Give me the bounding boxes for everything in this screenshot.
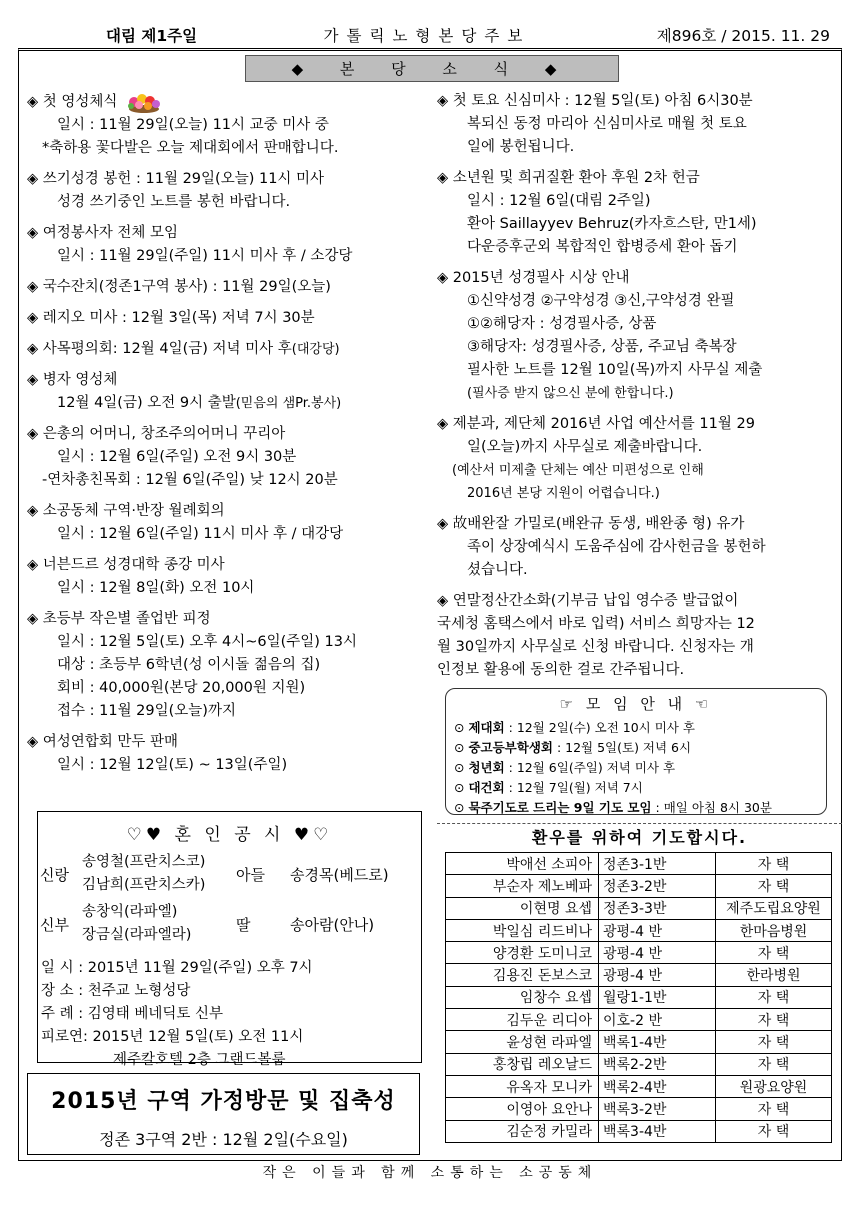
section-banner: ◆ 본 당 소 식 ◆ <box>245 55 619 82</box>
patient-location: 자 택 <box>716 1098 832 1120</box>
patient-group: 월랑1-1반 <box>599 986 716 1008</box>
patient-name: 윤성현 라파엘 <box>446 1031 599 1053</box>
notice-item <box>27 276 429 299</box>
patient-group: 백록2-4반 <box>599 1075 716 1097</box>
notice-item <box>27 307 429 330</box>
patient-name: 임창수 요셉 <box>446 986 599 1008</box>
bride-relation: 딸 <box>236 916 251 934</box>
patient-group: 광평-4 반 <box>599 964 716 986</box>
bride-row <box>40 900 420 950</box>
notice-note: -연차총친목회 : 12월 6일(주일) 낮 12시 20분 <box>42 472 338 488</box>
wedding-officiant: 주 례 : 김영태 베네딕토 신부 <box>41 1006 224 1022</box>
notice-line: ①②해당자 : 성경필사증, 상품 <box>467 316 657 332</box>
patient-location: 원광요양원 <box>716 1075 832 1097</box>
notice-item <box>437 413 837 505</box>
notice-note: (필사증 받지 않으신 분에 한합니다.) <box>467 386 674 401</box>
notice-line: 성경 쓰기중인 노트를 봉헌 바랍니다. <box>57 194 291 210</box>
patient-location: 한마음병원 <box>716 919 832 941</box>
notice-line: 복되신 동정 마리아 신심미사로 매월 첫 토요 <box>467 116 747 132</box>
patient-name: 김순정 카밀라 <box>446 1120 599 1142</box>
wedding-reception: 피로연: 2015년 12월 5일(토) 오전 11시 <box>41 1029 304 1045</box>
patient-group: 광평-4 반 <box>599 919 716 941</box>
meeting-name: 청년회 <box>468 760 505 775</box>
meeting-time: : 12월 2일(수) 오전 10시 미사 후 <box>504 720 695 735</box>
bulletin-title: 가톨릭노형본당주보 <box>323 27 531 45</box>
notice-title: ◈ 레지오 미사 : 12월 3일(목) 저녁 7시 30분 <box>27 310 315 326</box>
patient-location: 한라병원 <box>716 964 832 986</box>
patient-name: 유옥자 모니카 <box>446 1075 599 1097</box>
notice-line: ③해당자: 성경필사증, 상품, 주교님 축복장 <box>467 339 737 355</box>
notice-title: ◈ 쓰기성경 봉헌 : 11월 29일(오늘) 11시 미사 <box>27 171 325 187</box>
patient-name: 홍창립 레오날드 <box>446 1053 599 1075</box>
notice-line: 환아 Saillayyev Behruz(카자흐스탄, 만1세) <box>467 216 757 232</box>
meeting-name: 묵주기도로 드리는 9일 기도 모임 <box>468 800 652 815</box>
groom-row <box>40 850 420 900</box>
patient-location: 자 택 <box>716 1053 832 1075</box>
notice-line: 일시 : 12월 12일(토) ~ 13일(주일) <box>57 757 288 773</box>
home-visit-title: 2015년 구역 가정방문 및 집축성 <box>51 1089 396 1114</box>
notice-title: ◈ 2015년 성경필사 시상 안내 <box>437 270 630 286</box>
notice-item <box>27 168 429 214</box>
notice-line: 월 30일까지 사무실로 신청 바랍니다. 신청자는 개 <box>437 639 754 655</box>
notice-line: 일시 : 12월 6일(대림 2주일) <box>467 193 651 209</box>
notice-title: ◈ 소년원 및 희귀질환 환아 후원 2차 헌금 <box>437 170 700 186</box>
bride-label: 신부 <box>40 916 69 934</box>
table-row <box>446 942 832 964</box>
table-row <box>446 1009 832 1031</box>
groom-father: 송영철(프란치스코) <box>82 854 206 870</box>
bride-father: 송창익(라파엘) <box>82 904 178 920</box>
notice-line: 일시 : 12월 8일(화) 오전 10시 <box>57 580 255 596</box>
notice-item <box>437 267 837 405</box>
patient-name: 이현명 요셉 <box>446 897 599 919</box>
notice-title: ◈ 연말정산간소화(기부금 납입 영수증 발급없이 <box>437 593 739 609</box>
notice-title: ◈ 여성연합회 만두 판매 <box>27 734 179 750</box>
notice-line: 인정보 활용에 동의한 걸로 간주됩니다. <box>437 662 685 678</box>
notice-item <box>27 731 429 777</box>
meeting-time: : 12월 7일(월) 저녁 7시 <box>504 780 643 795</box>
patient-name: 이영아 요안나 <box>446 1098 599 1120</box>
table-row <box>446 1098 832 1120</box>
notice-item <box>27 554 429 600</box>
notice-item <box>27 369 429 415</box>
notice-title: ◈ 첫 토요 신심미사 : 12월 5일(토) 아침 6시30분 <box>437 93 753 109</box>
flower-bouquet-icon <box>122 90 166 114</box>
patient-location: 자 택 <box>716 942 832 964</box>
patient-name: 박애선 소피아 <box>446 853 599 875</box>
patient-name: 김용진 돈보스코 <box>446 964 599 986</box>
meeting-row: ⊙ 대건회 : 12월 7일(월) 저녁 7시 <box>454 780 643 795</box>
notice-line: 회비 : 40,000원(본당 20,000원 지원) <box>57 680 306 696</box>
patient-name: 김두운 리디아 <box>446 1009 599 1031</box>
notice-item <box>27 338 429 361</box>
notice-note: (예산서 미제출 단체는 예산 미편성으로 인해 <box>452 463 704 478</box>
groom-relation: 아들 <box>236 866 265 884</box>
patient-group: 정존3-1반 <box>599 853 716 875</box>
notice-title: ◈ 초등부 작은별 졸업반 피정 <box>27 611 211 627</box>
meeting-row: ⊙ 중고등부학생회 : 12월 5일(토) 저녁 6시 <box>454 740 692 755</box>
meeting-time: : 12월 5일(토) 저녁 6시 <box>552 740 692 755</box>
patient-location: 자 택 <box>716 1120 832 1142</box>
patient-name: 양경환 도미니코 <box>446 942 599 964</box>
prayer-table <box>445 852 832 1143</box>
notice-line: 일(오늘)까지 사무실로 제출바랍니다. <box>467 439 703 455</box>
notice-line: 일시 : 12월 5일(토) 오후 4시~6일(주일) 13시 <box>57 634 357 650</box>
wedding-title: ♡♥ 혼 인 공 시 ♥♡ <box>126 825 333 845</box>
patient-group: 이호-2 반 <box>599 1009 716 1031</box>
table-row <box>446 919 832 941</box>
meeting-row: ⊙ 제대회 : 12월 2일(수) 오전 10시 미사 후 <box>454 720 695 735</box>
patient-group: 백록3-2반 <box>599 1098 716 1120</box>
patient-group: 광평-4 반 <box>599 942 716 964</box>
patient-group: 백록2-2반 <box>599 1053 716 1075</box>
notice-title: ◈ 병자 영성체 <box>27 372 118 388</box>
notice-note: (믿음의 샘Pr.봉사) <box>235 396 342 411</box>
table-row <box>446 964 832 986</box>
groom-mother: 김남희(프란치스카) <box>82 877 206 893</box>
meeting-name: 대건회 <box>468 780 505 795</box>
patient-group: 백록1-4반 <box>599 1031 716 1053</box>
notice-line: 셨습니다. <box>467 562 528 578</box>
meetings-box <box>445 688 827 815</box>
notice-item <box>27 608 429 723</box>
patient-location: 자 택 <box>716 1009 832 1031</box>
notice-item <box>27 423 429 492</box>
notice-title: ◈ 첫 영성체식 <box>27 94 118 110</box>
notice-title: ◈ 국수잔치(정존1구역 봉사) : 11월 29일(오늘) <box>27 279 331 295</box>
patient-location: 자 택 <box>716 875 832 897</box>
patient-group: 백록3-4반 <box>599 1120 716 1142</box>
meeting-row: ⊙ 청년회 : 12월 6일(주일) 저녁 미사 후 <box>454 760 676 775</box>
notice-item <box>437 513 837 582</box>
notice-item <box>27 500 429 546</box>
bride-mother: 장금실(라파엘라) <box>82 927 192 943</box>
issue-number-date: 제896호 / 2015. 11. 29 <box>656 27 830 45</box>
notice-note: *축하용 꽃다발은 오늘 제대회에서 판매합니다. <box>42 140 339 156</box>
patient-location: 자 택 <box>716 986 832 1008</box>
notice-line: 족이 상장예식시 도움주심에 감사헌금을 봉헌하 <box>467 539 766 555</box>
table-row <box>446 1120 832 1142</box>
wedding-info <box>41 957 313 1072</box>
groom-label: 신랑 <box>40 866 69 884</box>
patient-location: 제주도립요양원 <box>716 897 832 919</box>
table-row <box>446 897 832 919</box>
groom-name: 송경목(베드로) <box>290 866 389 884</box>
patient-name: 부순자 제노베파 <box>446 875 599 897</box>
bride-name: 송아람(안나) <box>290 916 375 934</box>
notice-line: 접수 : 11월 29일(오늘)까지 <box>57 703 236 719</box>
table-row <box>446 986 832 1008</box>
notice-item <box>437 590 837 682</box>
notice-line: 일시 : 12월 6일(주일) 11시 미사 후 / 대강당 <box>57 526 344 542</box>
wedding-place: 장 소 : 천주교 노형성당 <box>41 983 191 999</box>
wedding-reception-venue: 제주칼호텔 2층 그랜드볼룸 <box>113 1052 286 1068</box>
home-visit-box <box>27 1073 420 1155</box>
meeting-row: ⊙ 묵주기도로 드리는 9일 기도 모임 : 매일 아침 8시 30분 <box>454 800 772 815</box>
table-row <box>446 853 832 875</box>
notice-line: 국세청 홈택스에서 바로 입력) 서비스 희망자는 12 <box>437 616 755 632</box>
meeting-time: : 12월 6일(주일) 저녁 미사 후 <box>504 760 676 775</box>
bulletin-header <box>18 22 842 48</box>
notice-line: 필사한 노트를 12월 10일(목)까지 사무실 제출 <box>467 362 763 378</box>
left-column <box>27 90 429 785</box>
notice-title: ◈ 은총의 어머니, 창조주의어머니 꾸리아 <box>27 426 286 442</box>
meeting-time: : 매일 아침 8시 30분 <box>651 800 772 815</box>
notice-title: ◈ 故배완잘 가밀로(배완규 동생, 배완종 형) 유가 <box>437 516 745 532</box>
notice-line: 12월 4일(금) 오전 9시 출발 <box>57 395 236 411</box>
notice-line: 일시 : 11월 29일(주일) 11시 미사 후 / 소강당 <box>57 248 353 264</box>
notice-title: ◈ 소공동체 구역·반장 월례회의 <box>27 503 225 519</box>
notice-title: ◈ 여정봉사자 전체 모임 <box>27 225 179 241</box>
prayer-list-title: 환우를 위하여 기도합시다. <box>437 823 842 850</box>
meeting-name: 중고등부학생회 <box>468 740 553 755</box>
right-column <box>437 90 837 690</box>
table-row <box>446 1031 832 1053</box>
wedding-date: 일 시 : 2015년 11월 29일(주일) 오후 7시 <box>41 960 313 976</box>
notice-item <box>437 90 837 159</box>
wedding-announcement <box>37 811 422 1068</box>
notice-item <box>27 90 429 160</box>
patient-location: 자 택 <box>716 853 832 875</box>
meeting-name: 제대회 <box>468 720 505 735</box>
wedding-couple <box>40 850 420 950</box>
patient-group: 정존3-3반 <box>599 897 716 919</box>
patient-group: 정존3-2반 <box>599 875 716 897</box>
notice-title: ◈ 너븐드르 성경대학 종강 미사 <box>27 557 225 573</box>
notice-line: 일시 : 11월 29일(오늘) 11시 교중 미사 중 <box>57 117 329 133</box>
notice-line: ①신약성경 ②구약성경 ③신,구약성경 완필 <box>467 293 735 309</box>
footer-slogan: 작은 이들과 함께 소통하는 소공동체 <box>262 1165 598 1181</box>
liturgical-week: 대림 제1주일 <box>106 27 198 45</box>
notice-location: (대강당) <box>291 342 340 357</box>
notice-title: ◈ 사목평의회: 12월 4일(금) 저녁 미사 후 <box>27 341 292 357</box>
notice-line: 대상 : 초등부 6학년(성 이시돌 젊음의 집) <box>57 657 321 673</box>
patient-name: 박일심 리드비나 <box>446 919 599 941</box>
patient-location: 자 택 <box>716 1031 832 1053</box>
notice-line: 일시 : 12월 6일(주일) 오전 9시 30분 <box>57 449 297 465</box>
notice-title: ◈ 제분과, 제단체 2016년 사업 예산서를 11월 29 <box>437 416 755 432</box>
table-row <box>446 875 832 897</box>
notice-line: 다운증후군외 복합적인 합병증세 환아 돕기 <box>467 239 738 255</box>
meetings-title: ☞ 모 임 안 내 ☜ <box>559 695 713 713</box>
notice-line: 일에 봉헌됩니다. <box>467 139 575 155</box>
notice-item <box>27 222 429 268</box>
table-row <box>446 1075 832 1097</box>
home-visit-schedule: 정존 3구역 2반 : 12월 2일(수요일) <box>99 1130 348 1149</box>
table-row <box>446 1053 832 1075</box>
notice-item <box>437 167 837 259</box>
notice-note: 2016년 본당 지원이 어렵습니다.) <box>467 486 660 501</box>
